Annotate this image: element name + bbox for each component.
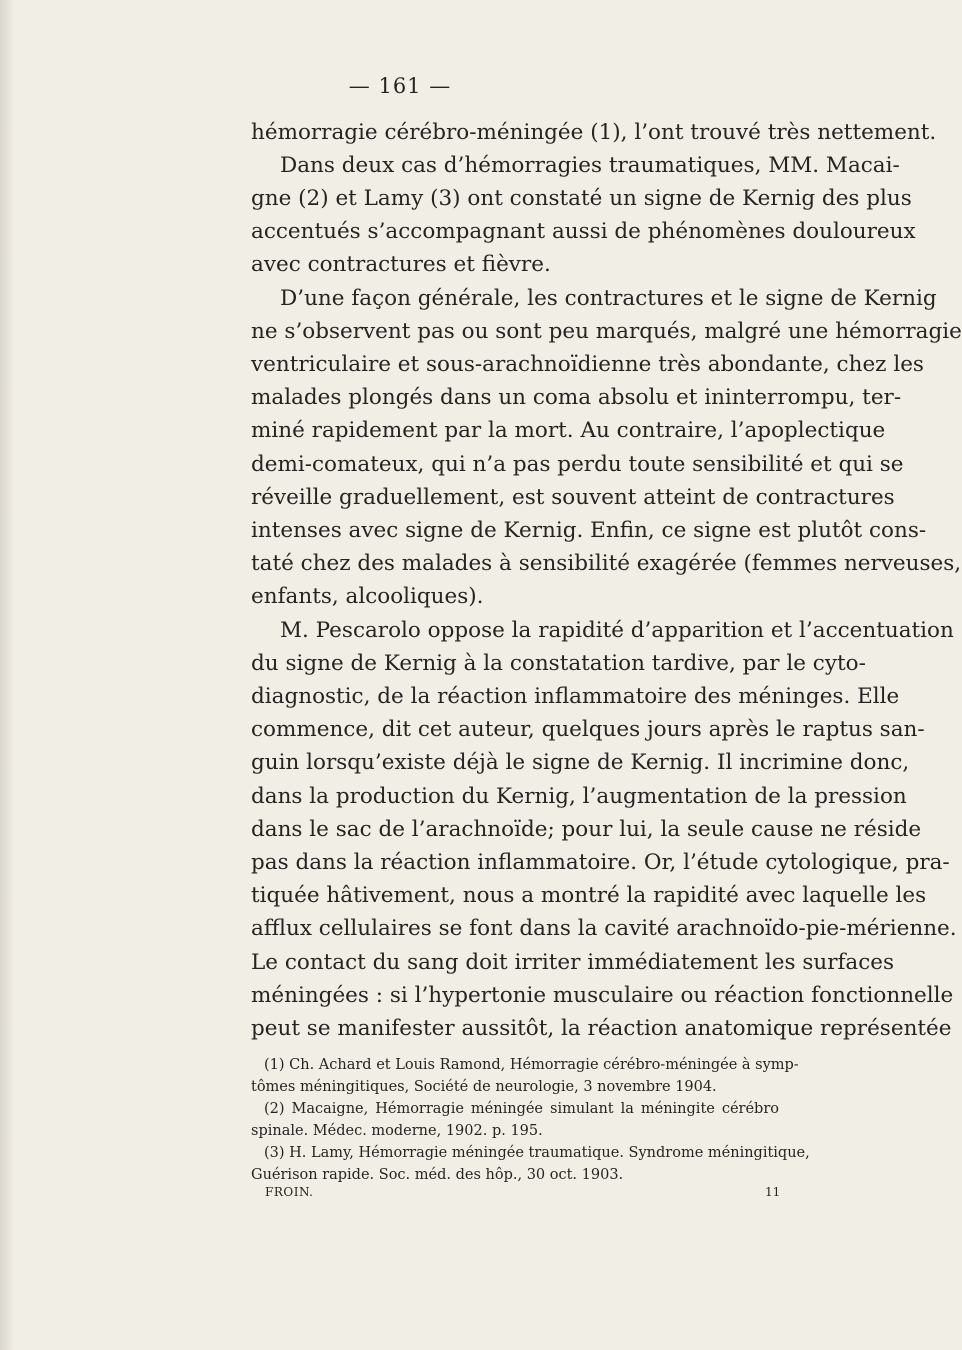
footnote-line: (2) Macaigne, Hémorragie méningée simulant la méningite cérébro xyxy=(264,1101,779,1117)
text-line: du signe de Kernig à la constatation tardive, par le cyto- xyxy=(251,651,866,676)
text-line: enfants, alcooliques). xyxy=(251,584,484,609)
text-line: malades plongés dans un coma absolu et ininterrompu, ter- xyxy=(251,385,902,410)
text-line: afflux cellulaires se font dans la cavité arachnoïdo-pie-mérienne. xyxy=(251,916,957,941)
text-line: tiquée hâtivement, nous a montré la rapidité avec laquelle les xyxy=(251,883,927,908)
text-line: réveille graduellement, est souvent atteint de contractures xyxy=(251,485,895,510)
text-line: guin lorsqu’existe déjà le signe de Kernig. Il incrimine donc, xyxy=(251,750,910,775)
footnote-line: tômes méningitiques, Société de neurologie, 3 novembre 1904. xyxy=(251,1079,717,1095)
text-line: accentués s’accompagnant aussi de phénomènes douloureux xyxy=(251,219,916,244)
text-line: ne s’observent pas ou sont peu marqués, malgré une hémorragie xyxy=(251,319,962,344)
footnote-line: (1) Ch. Achard et Louis Ramond, Hémorragie cérébro-méningée à symp- xyxy=(264,1057,799,1073)
text-line: M. Pescarolo oppose la rapidité d’apparition et l’accentuation xyxy=(280,618,954,643)
text-line: commence, dit cet auteur, quelques jours après le raptus san- xyxy=(251,717,925,742)
signature-mark: FROIN. xyxy=(265,1185,314,1199)
text-line: avec contractures et fièvre. xyxy=(251,252,551,277)
page-number: — 161 — xyxy=(348,74,452,98)
text-line: intenses avec signe de Kernig. Enfin, ce signe est plutôt cons- xyxy=(251,518,927,543)
text-line: dans le sac de l’arachnoïde; pour lui, la seule cause ne réside xyxy=(251,817,922,842)
text-line: taté chez des malades à sensibilité exagérée (femmes nerveuses, xyxy=(251,551,962,576)
text-line: diagnostic, de la réaction inflammatoire des méninges. Elle xyxy=(251,684,900,709)
text-line: ventriculaire et sous-arachnoïdienne très abondante, chez les xyxy=(251,352,924,377)
text-line: hémorragie cérébro-méningée (1), l’ont trouvé très nettement. xyxy=(251,120,937,145)
text-line: dans la production du Kernig, l’augmentation de la pression xyxy=(251,784,907,809)
text-line: peut se manifester aussitôt, la réaction anatomique représentée xyxy=(251,1016,952,1041)
text-line: D’une façon générale, les contractures et le signe de Kernig xyxy=(280,286,937,311)
signature-number: 11 xyxy=(765,1185,781,1199)
footnote-line: spinale. Médec. moderne, 1902. p. 195. xyxy=(251,1123,543,1139)
text-line: Le contact du sang doit irriter immédiatement les surfaces xyxy=(251,950,895,975)
text-line: Dans deux cas d’hémorragies traumatiques, MM. Macai- xyxy=(280,153,900,178)
text-line: méningées : si l’hypertonie musculaire ou réaction fonctionnelle xyxy=(251,983,954,1008)
text-line: gne (2) et Lamy (3) ont constaté un signe de Kernig des plus xyxy=(251,186,912,211)
footnote-line: (3) H. Lamy, Hémorragie méningée traumatique. Syndrome méningitique, xyxy=(264,1145,810,1161)
footnote-line: Guérison rapide. Soc. méd. des hôp., 30 oct. 1903. xyxy=(251,1167,624,1183)
text-line: miné rapidement par la mort. Au contraire, l’apoplectique xyxy=(251,418,886,443)
text-line: pas dans la réaction inflammatoire. Or, l’étude cytologique, pra- xyxy=(251,850,950,875)
text-line: demi-comateux, qui n’a pas perdu toute sensibilité et qui se xyxy=(251,452,904,477)
